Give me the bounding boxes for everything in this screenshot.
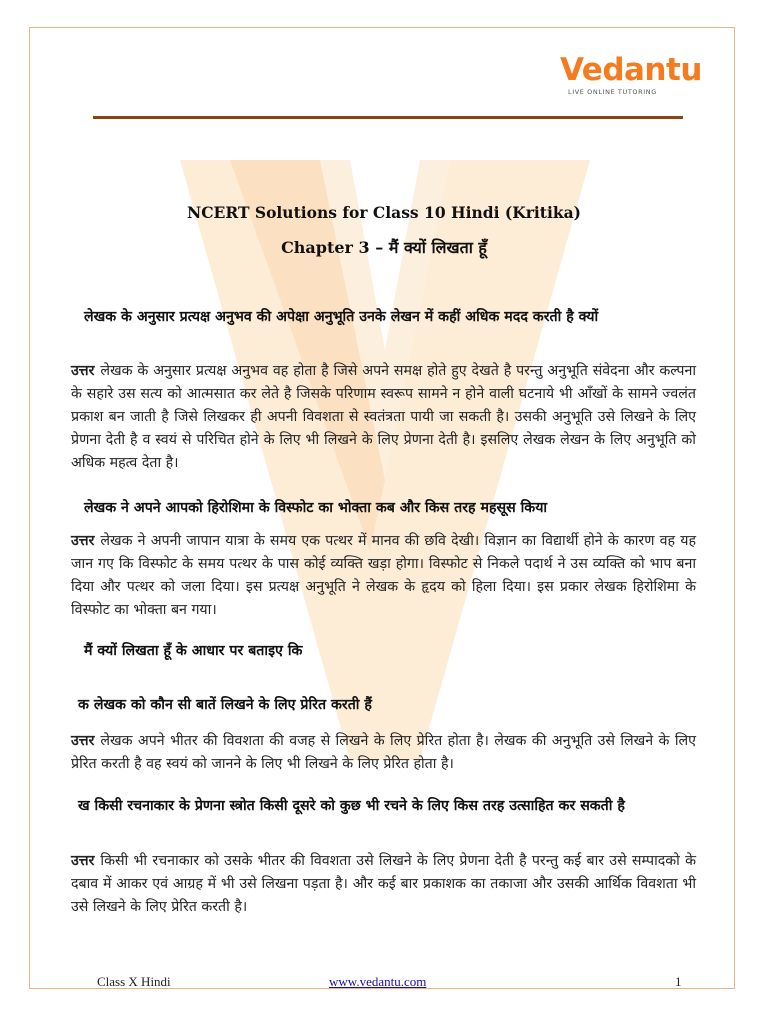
answer-text: लेखक के अनुसार प्रत्यक्ष अनुभव वह होता है जिसे अपने समक्ष होते हुए देखते है परन्तु अनुभूति संवेदना और कल्पना के सहारे उस सत्य को आत्मसात कर लेते है जिसके परिणाम स्वरूप सामने न होने वाली घटनाये भी आँखों के सामने ज्वलंत प्रकाश बन जाती है जिसे लिखकर ही अपनी विवशता से स्वतंत्रता पायी जा सकती है। उसकी अनुभूति उसे लिखने के लिए प्रेणना देती है व स्वयं से परिचित होने के लिए भी लिखने के लिए प्रेणना देती है। इसलिए लेखक लेखन के लिए अनुभूति को अधिक महत्व देता है।: [71, 363, 696, 471]
question-2: लेखक ने अपने आपको हिरोशिमा के विस्फोट का भोक्ता कब और किस तरह महसूस किया: [84, 500, 548, 516]
question-3: मैं क्यों लिखता हूँ के आधार पर बताइए कि: [84, 643, 303, 659]
page-number: 1: [675, 974, 682, 989]
footer-class: Class X Hindi: [97, 974, 171, 989]
answer-2: [71, 530, 696, 622]
header-rule: [93, 116, 683, 119]
answer-label: उत्तर: [71, 533, 95, 549]
answer-text: लेखक ने अपनी जापान यात्रा के समय एक पत्थर में मानव की छवि देखी। विज्ञान का विद्यार्थी होने के कारण वह यह जान गए कि विस्फोट के समय पत्थर के पास कोई व्यक्ति खड़ा होगा। विस्फोट से निकले पदार्थ ने उस व्यक्ति को भाप बना दिया और पत्थर को जला दिया। इस प्रत्यक्ष अनुभूति ने लेखक के हृदय को हिला दिया। इस प्रकार लेखक हिरोशिमा के विस्फोट का भोक्ता बन गया।: [71, 533, 696, 618]
logo-tagline: LIVE ONLINE TUTORING: [568, 88, 657, 96]
document-title: NCERT Solutions for Class 10 Hindi (Kritika): [187, 203, 581, 222]
question-1: लेखक के अनुसार प्रत्यक्ष अनुभव की अपेक्षा अनुभूति उनके लेखन में कहीं अधिक मदद करती है क्यों: [84, 309, 599, 325]
answer-label: उत्तर: [71, 733, 95, 749]
answer-text: किसी भी रचनाकार को उसके भीतर की विवशता उसे लिखने के लिए प्रेणना देती है परन्तु कई बार उसे सम्पादको के दबाव में आकर एवं आग्रह में भी उसे लिखना पड़ता है। और कई बार प्रकाशक का तकाजा और उसकी आर्थिक विवशता भी उसे लिखने के लिए प्रेरित करती है।: [71, 853, 696, 915]
vedantu-logo: [560, 52, 702, 105]
answer-label: उत्तर: [71, 853, 95, 869]
answer-3b: [71, 850, 696, 919]
answer-label: उत्तर: [71, 363, 95, 379]
footer-website-link[interactable]: www.vedantu.com: [329, 974, 427, 989]
chapter-title: Chapter 3 – मैं क्यों लिखता हूँ: [281, 238, 487, 257]
question-3b: ख किसी रचनाकार के प्रेणना स्त्रोत किसी दूसरे को कुछ भी रचने के लिए किस तरह उत्साहित कर सकती है: [78, 798, 625, 814]
answer-1: [71, 360, 696, 475]
logo-name: Vedantu: [560, 52, 702, 88]
answer-3a: [71, 730, 696, 776]
answer-text: लेखक अपने भीतर की विवशता की वजह से लिखने के लिए प्रेरित होता है। लेखक की अनुभूति उसे लिखने के लिए प्रेरित करती है वह स्वयं को जानने के लिए भी लिखने के लिए प्रेरित होता है।: [71, 733, 696, 772]
question-3a: क लेखक को कौन सी बातें लिखने के लिए प्रेरित करती हैं: [78, 697, 372, 713]
